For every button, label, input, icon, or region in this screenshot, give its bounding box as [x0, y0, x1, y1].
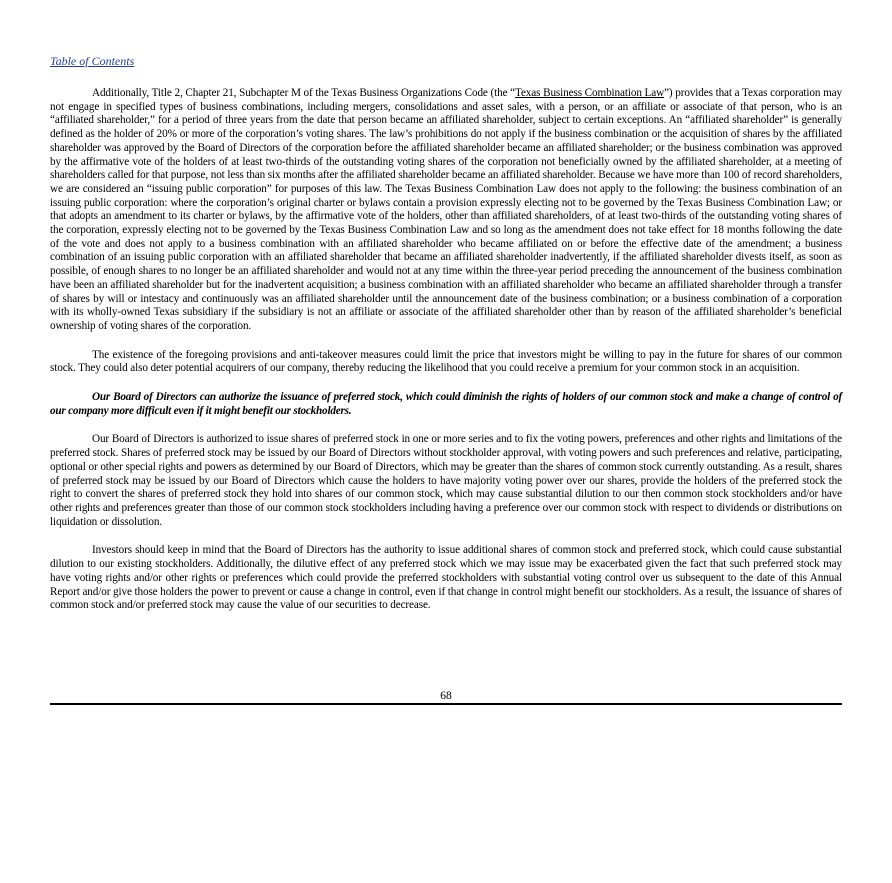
- table-of-contents-link[interactable]: Table of Contents: [50, 54, 135, 68]
- page-number: 68: [440, 690, 452, 702]
- risk-factor-heading-preferred-stock: Our Board of Directors can authorize the issuance of preferred stock, which could diminish the rights of holders of our common stock and make a change of control of our company more difficult even if it might benefit our stockholders.: [50, 391, 842, 417]
- footer-divider: [50, 703, 842, 705]
- defined-term-texas-business-combination-law: Texas Business Combination Law: [515, 87, 665, 99]
- paragraph-preferred-stock-authorization: Our Board of Directors is authorized to issue shares of preferred stock in one or more series and to fix the voting powers, preferences and other rights and limitations of the preferred stock. Shares of preferred stock may be issued by our Board of Directors without stockholder approval, with voting powers and such preferences and relative, participating, optional or other special rights and powers as determined by our Board of Directors, which may be greater than the shares of common stock currently outstanding. As a result, shares of preferred stock may be issued by our Board of Directors which cause the holders to have majority voting power over our shares, provide the holders of the preferred stock the right to convert the shares of preferred stock they hold into shares of our common stock, which may cause substantial dilution to our then common stock stockholders and/or have other rights and preferences greater than those of our common stock stockholders including having a preference over our common stock with respect to dividends or distributions on liquidation or dissolution.: [50, 433, 842, 528]
- paragraph-1-text-end: ”) provides that a Texas corporation may not engage in specified types of business combinations, including mergers, consolidations and asset sales, with a person, or an affiliate or associate of that person, who is an “affiliated shareholder,” for a period of three years from the date that person became an affiliated shareholder, subject to certain exceptions. An “affiliated shareholder” is generally defined as the holder of 20% or more of the corporation’s voting shares. The law’s prohibitions do not apply if the business combination or the acquisition of shares by the affiliated shareholder was approved by the Board of Directors of the corporation before the affiliated shareholder became an affiliated shareholder; or the business combination was approved by the affirmative vote of the holders of at least two-thirds of the outstanding voting shares of the corporation not beneficially owned by the affiliated shareholder, at a meeting of shareholders called for that purpose, not less than six months after the affiliated shareholder became an affiliated shareholder. Because we have more than 100 of record shareholders, we are considered an “issuing public corporation” for purposes of this law. The Texas Business Combination Law does not apply to the following: the business combination of an issuing public corporation: where the corporation’s original charter or bylaws contain a provision expressly electing not to be governed by the Texas Business Combination Law; or that adopts an amendment to its charter or bylaws, by the affirmative vote of the holders, other than affiliated shareholders, of at least two-thirds of the outstanding voting shares of the corporation, expressly electing not to be governed by the Texas Business Combination Law and so long as the amendment does not take effect for 18 months following the date of the vote and does not apply to a business combination with an affiliated shareholder who became affiliated on or before the effective date of the amendment; a business combination of an issuing public corporation with an affiliated shareholder that became an affiliated shareholder inadvertently, if the affiliated shareholder divests itself, as soon as possible, of enough shares to no longer be an affiliated shareholder and would not at any time within the three-year period preceding the announcement of the business combination have been an affiliated shareholder but for the inadvertent acquisition; a business combination with an affiliated shareholder who became an affiliated shareholder through a transfer of shares by will or intestacy and continuously was an affiliated shareholder until the announcement date of the business combination; or a business combination of a corporation with its wholly-owned Texas subsidiary if the subsidiary is not an affiliate or associate of the affiliated shareholder other than by reason of the affiliated shareholder’s beneficial ownership of voting shares of the corporation.: [50, 87, 843, 332]
- paragraph-1-text-start: Additionally, Title 2, Chapter 21, Subchapter M of the Texas Business Organizations Code (the “: [92, 87, 516, 99]
- paragraph-texas-business-combination-law: [50, 87, 842, 334]
- paragraph-dilution-risk: Investors should keep in mind that the Board of Directors has the authority to issue additional shares of common stock and preferred stock, which could cause substantial dilution to our existing stockholders. Additionally, the dilutive effect of any preferred stock which we may issue may be exacerbated given the fact that such preferred stock may have voting rights and/or other rights or preferences which could provide the preferred stockholders with substantial voting control over us subsequent to the date of this Annual Report and/or give those holders the power to prevent or cause a change in control, even if that change in control might benefit our stockholders. As a result, the issuance of shares of common stock and/or preferred stock may cause the value of our securities to decrease.: [50, 544, 842, 612]
- paragraph-anti-takeover-effects: The existence of the foregoing provisions and anti-takeover measures could limit the price that investors might be willing to pay in the future for shares of our common stock. They could also deter potential acquirers of our company, thereby reducing the likelihood that you could receive a premium for your common stock in an acquisition.: [50, 348, 842, 375]
- document-page: [50, 52, 842, 613]
